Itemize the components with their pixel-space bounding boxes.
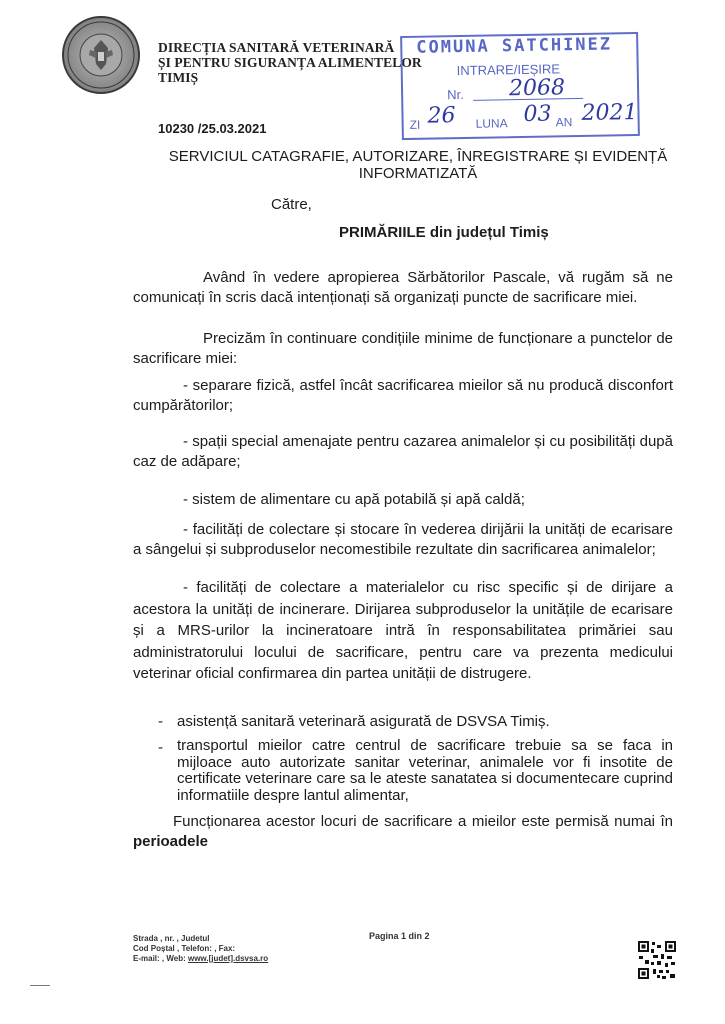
- body-paragraph: [133, 812, 673, 852]
- paragraph-bold-text: perioadele: [133, 833, 209, 850]
- paragraph-text: Funcționarea acestor locuri de sacrificare a mieilor este permisă numai în: [173, 813, 673, 830]
- service-heading-line: SERVICIUL CATAGRAFIE, AUTORIZARE, ÎNREGISTRARE ȘI EVIDENȚĂ: [168, 148, 668, 165]
- stamp-subtitle: INTRARE/IEȘIRE: [456, 61, 561, 79]
- bullet-dash: -: [158, 713, 163, 730]
- stamp-luna-value: 03: [523, 101, 552, 127]
- institution-header: [158, 40, 422, 85]
- institution-name-line: ȘI PENTRU SIGURANȚA ALIMENTELOR: [158, 55, 422, 70]
- footer-address-line: Cod Poștal , Telefon: , Fax:: [133, 944, 236, 953]
- bullet-text: asistență sanitară veterinară asigurată de DSVSA Timiș.: [177, 713, 550, 730]
- addressee-name: PRIMĂRIILE din județul Timiș: [339, 224, 549, 241]
- stamp-date-row: [410, 118, 421, 132]
- stamp-an-value: 2021: [581, 99, 638, 126]
- body-paragraph: Precizăm în continuare condițiile minime de funcționare a punctelor de sacrificare miei:: [133, 330, 673, 367]
- coat-of-arms-icon: [64, 18, 138, 92]
- service-heading-line: INFORMATIZATĂ: [358, 165, 478, 182]
- condition-item: - facilități de colectare a materialelor cu risc specific și de dirijare a acestora la unități de incinerare. Dirijarea subproduselor la unitățile de ecarisare și a MRS-urilor la incineratoare intră în responsabilitatea primăriei sau administratorului locului de sacrificare, pentru care va prezenta medicului veterinar oficial confirmarea din partea unității de distrugere.: [133, 579, 673, 682]
- page-number: Pagina 1 din 2: [369, 931, 430, 941]
- government-seal-logo: [62, 16, 140, 94]
- registration-number: 10230 /25.03.2021: [158, 121, 267, 136]
- condition-item: - sistem de alimentare cu apă potabilă și apă caldă;: [183, 491, 525, 508]
- footer-address-line: [133, 954, 268, 964]
- condition-item: - separare fizică, astfel încât sacrificarea mieilor să nu producă disconfort cumpărătorilor;: [133, 377, 673, 414]
- addressee-label: Către,: [271, 196, 312, 213]
- registration-stamp: [400, 32, 640, 140]
- institution-name-line: DIRECȚIA SANITARĂ VETERINARĂ: [158, 40, 395, 55]
- condition-item: - spații special amenajate pentru cazarea animalelor și cu posibilități după caz de adăpare;: [133, 433, 673, 470]
- service-heading: [168, 148, 668, 182]
- stamp-zi-value: 26: [427, 103, 456, 129]
- stamp-title: COMUNA SATCHINEZ: [416, 34, 613, 58]
- footer-address: [133, 934, 268, 964]
- page-edge-mark: [30, 985, 50, 986]
- institution-name-line: TIMIȘ: [158, 70, 199, 85]
- footer-address-line: Strada , nr. , Judetul: [133, 934, 210, 943]
- stamp-zi-label: ZI: [409, 117, 421, 132]
- stamp-an-label: AN: [555, 115, 573, 130]
- footer-website-link[interactable]: www.[judet].dsvsa.ro: [187, 954, 269, 963]
- footer-contact-label: E-mail: , Web:: [133, 954, 188, 963]
- stamp-luna-label: LUNA: [475, 116, 508, 131]
- body-paragraph: Având în vedere apropierea Sărbătorilor Pascale, vă rugăm să ne comunicați în scris dacă intenționați să organizați puncte de sacrificare miei.: [133, 269, 673, 306]
- stamp-nr-value: 2068: [508, 75, 566, 102]
- bullet-text: transportul mieilor catre centrul de sacrificare trebuie sa se faca in mijloace auto autorizate sanitar veterinar, animalele vor fi insotite de certificate veterinare care sa le ateste sanatatea si documentecare cuprind informatiile despre lantul alimentar,: [177, 737, 673, 804]
- bullet-dash: -: [158, 739, 163, 756]
- qr-code-icon: [637, 940, 677, 980]
- stamp-nr-label: Nr.: [447, 86, 464, 103]
- condition-item: - facilități de colectare și stocare în vederea dirijării la unități de ecarisare a sângelui și subproduselor necomestibile rezultate din sacrificarea animalelor;: [133, 521, 673, 558]
